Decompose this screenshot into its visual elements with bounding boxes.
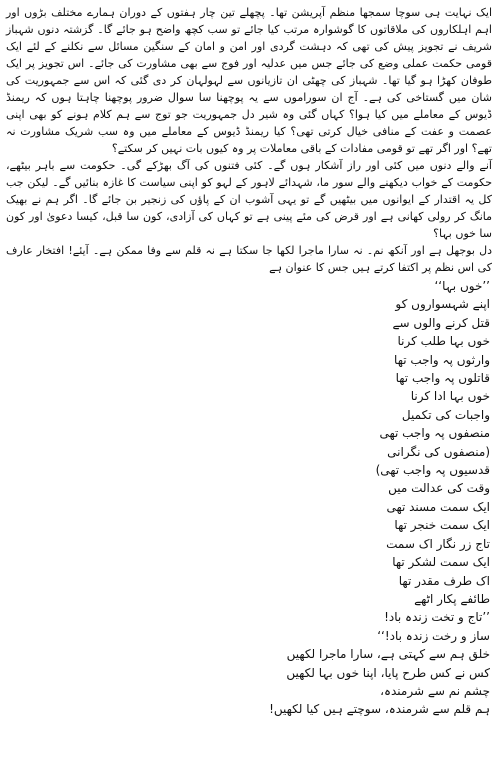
poem-line: چشم نم سے شرمندہ، — [380, 683, 490, 698]
poem-line: وقت کی عدالت میں — [388, 481, 490, 496]
poem-line: (منصفوں کی نگرانی — [387, 444, 490, 459]
poem-line: خوں بہا طلب کرنا — [397, 334, 490, 349]
article-paragraph-1: ایک نہایت ہی سوچا سمجھا منظم آپریشن تھا۔ پچھلے تین چار ہفتوں کے دوران ہمارے مختلف بڑوں اور اہم اہلکاروں کی ملاقاتوں کا گوشوارہ مرتب کیا جائے تو سب کچھ واضح ہو جائے گا۔ گزشتہ دنوں شہباز شریف نے تجویز پیش کی تھی کہ دہشت گردی اور امن و امان کے سنگین مسائل سے نکلنے کے لئے ایک قومی حکمت عملی وضع کی جائے جس میں عدلیہ اور فوج سے بھی مشاورت کی جائے۔ اس تجویز پر ایک طوفان کھڑا ہو گیا تھا۔ شہباز کی چھٹی ان تازیانوں سے لہولہان کر دی گئی کہ اس سے جمہوریت کی شان میں گستاخی کی ہے۔ آج ان سوراموں سے یہ پوچھنا سا سوال ضرور پوچھنا چاہتا ہوں کہ ریمنڈ ڈیوس کے معاملے میں کیا ہوا؟ کہاں گئی وہ شیر دل جمہوریت جو توج سے ہم کلام ہونے کو بھی اپنی عصمت و عفت کے منافی خیال کرتی تھی؟ کیا ریمنڈ ڈیوس کے معاملے میں وہ سب شریک مشاورت نہ تھے؟ اور اگر تھے تو قومی مفادات کے باقی معاملات پر وہ کیوں بات نہیں کر سکتے؟ — [6, 6, 492, 155]
poem-line: کس نے کس طرح پایا، اپنا خوں بہا لکھیں — [286, 665, 490, 680]
poem-line: ایک سمت لشکر تھا — [392, 555, 490, 570]
article-paragraph-2: آنے والے دنوں میں کئی اور راز آشکار ہوں گے۔ کئی فتنوں کی آگ بھڑکے گی۔ حکومت سے باہر بیٹھے، حکومت کے خواب دیکھنے والے سور ما، شہدائے لاہور کے لہو کو اپنی سیاست کا غازہ بنائیں گے۔ لیکن جب کل یہ اقتدار کے ایوانوں میں بیٹھیں گے تو یہی آشوب ان کے پاؤں کی زنجیر بن جائے گا۔ اگر ہم نے بھیک مانگ کر رولی کھانی ہے اور قرض کی مئے پینی ہے تو کہاں کی آزادی، کون سا قبل، کیسا دعویٰ اور کون سا خوں بہا؟ — [6, 159, 492, 240]
poem-line: ساز و رخت زندہ باد!‘‘ — [377, 628, 490, 643]
poem-line: طائفے پکار اٹھے — [414, 591, 490, 606]
poem-line: اک طرف مقدر تھا — [398, 573, 490, 588]
poem-line: خلق ہم سے کہتی ہے، سارا ماجرا لکھیں — [286, 647, 490, 662]
article-paragraph-3: دل بوجھل ہے اور آنکھ نم۔ نہ سارا ماجرا لکھا جا سکتا ہے نہ قلم سے وفا ممکن ہے۔ آیئے! افتخار عارف کی اس نظم پر اکتفا کرتے ہیں جس کا عنوان ہے — [6, 244, 492, 274]
poem-line: قدسیوں پہ واجب تھی) — [375, 463, 490, 478]
poem-line: تاج زر نگار اک سمت — [386, 536, 490, 551]
poem-line: ایک سمت خنجر تھا — [394, 518, 490, 533]
poem-line: قتل کرنے والوں سے — [392, 315, 490, 330]
poem-line: وارثوں پہ واجب تھا — [394, 352, 490, 367]
poem-line: ’’تاج و تخت زندہ باد! — [384, 610, 490, 625]
poem-line: واجبات کی تکمیل — [401, 407, 490, 422]
poem-line: ہم قلم سے شرمندہ، سوچتے ہیں کیا لکھیں! — [269, 702, 490, 717]
poem-line: ایک سمت مسند تھی — [386, 499, 490, 514]
poem-line: خوں بہا ادا کرنا — [410, 389, 490, 404]
poem-line: قاتلوں پہ واجب تھا — [395, 371, 490, 386]
poem-line: اپنے شہسواروں کو — [395, 297, 490, 312]
poem-title: ’’خوں بہا‘‘ — [434, 279, 490, 293]
poem-line: منصفوں پہ واجب تھی — [379, 426, 490, 441]
poem-khoon-baha — [6, 277, 492, 719]
